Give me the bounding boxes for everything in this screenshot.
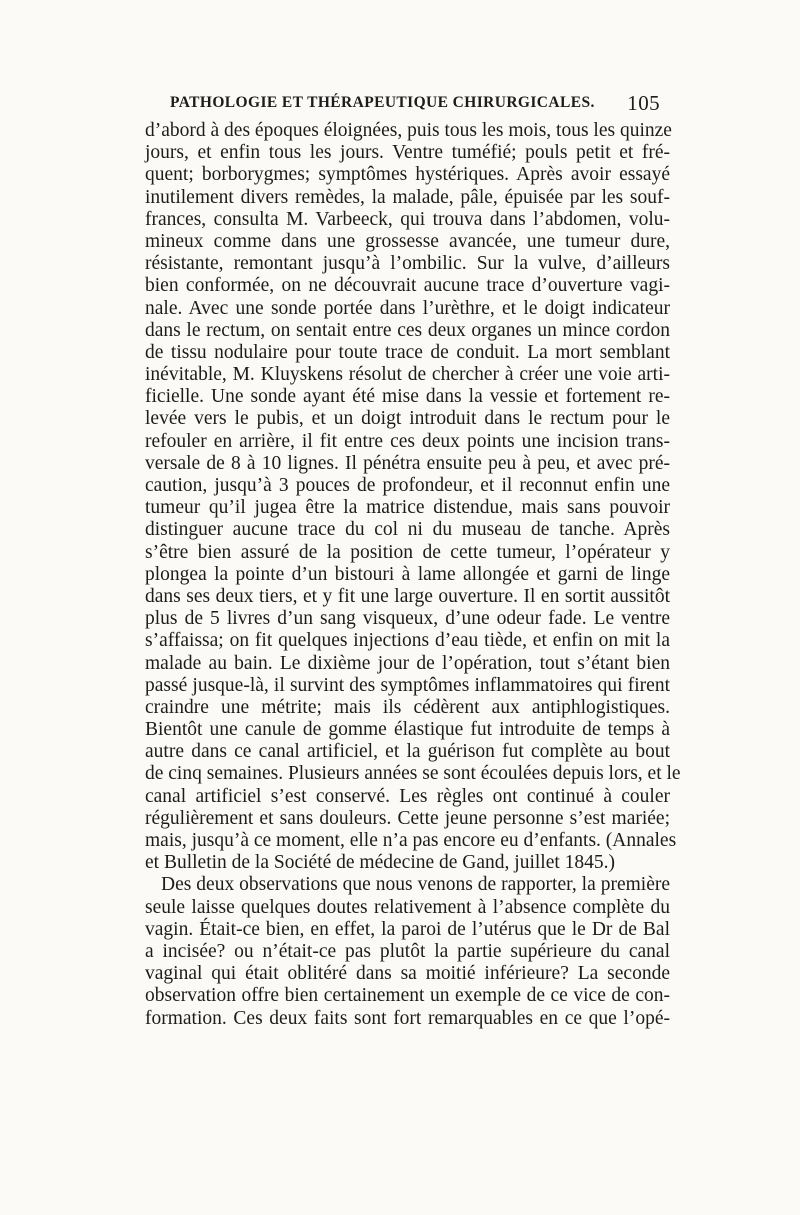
text-line: dans ses deux tiers, et y fit une large ouverture. Il en sortit aussitôt xyxy=(145,585,670,607)
text-line: a incisée? ou n’était-ce pas plutôt la partie supérieure du canal xyxy=(145,940,670,962)
text-line: observation offre bien certainement un exemple de ce vice de con- xyxy=(145,985,670,1007)
text-line: levée vers le pubis, et un doigt introduit dans le rectum pour le xyxy=(145,408,670,430)
page-number: 105 xyxy=(627,91,660,115)
text-line: vaginal qui était oblitéré dans sa moitié inférieure? La seconde xyxy=(145,963,670,985)
running-header xyxy=(170,91,660,115)
text-line: seule laisse quelques doutes relativement à l’absence complète du xyxy=(145,896,670,918)
text-line: tumeur qu’il jugea être la matrice distendue, mais sans pouvoir xyxy=(145,497,670,519)
text-line: inévitable, M. Kluyskens résolut de chercher à créer une voie arti- xyxy=(145,364,670,386)
text-line: distinguer aucune trace du col ni du museau de tanche. Après xyxy=(145,519,670,541)
text-line: vagin. Était-ce bien, en effet, la paroi de l’utérus que le Dr de Bal xyxy=(145,918,670,940)
text-line: craindre une métrite; mais ils cédèrent aux antiphlogistiques. xyxy=(145,696,670,718)
running-title: PATHOLOGIE ET THÉRAPEUTIQUE CHIRURGICALES. xyxy=(170,94,595,111)
text-line: malade au bain. Le dixième jour de l’opération, tout s’étant bien xyxy=(145,652,670,674)
text-line: quent; borborygmes; symptômes hystériques. Après avoir essayé xyxy=(145,164,670,186)
text-line: autre dans ce canal artificiel, et la guérison fut complète au bout xyxy=(145,741,670,763)
text-line: passé jusque-là, il survint des symptômes inflammatoires qui firent xyxy=(145,674,670,696)
text-line: régulièrement et sans douleurs. Cette jeune personne s’est mariée; xyxy=(145,807,670,829)
text-line: ficielle. Une sonde ayant été mise dans la vessie et fortement re- xyxy=(145,386,670,408)
text-line: d’abord à des époques éloignées, puis tous les mois, tous les quinze xyxy=(145,120,672,141)
text-line: mineux comme dans une grossesse avancée, une tumeur dure, xyxy=(145,230,670,252)
text-line: dans le rectum, on sentait entre ces deux organes un mince cordon xyxy=(145,319,670,341)
body-text xyxy=(145,120,681,1030)
text-line: résistante, remontant jusqu’à l’ombilic. Sur la vulve, d’ailleurs xyxy=(145,253,670,275)
text-line: s’affaissa; on fit quelques injections d’eau tiède, et enfin on mit la xyxy=(145,630,670,652)
text-line: canal artificiel s’est conservé. Les règles ont continué à couler xyxy=(145,785,670,807)
text-line: jours, et enfin tous les jours. Ventre tuméfié; pouls petit et fré- xyxy=(145,142,670,164)
text-line: plus de 5 livres d’un sang visqueux, d’une odeur fade. Le ventre xyxy=(145,608,670,630)
text-line: formation. Ces deux faits sont fort remarquables en ce que l’opé- xyxy=(145,1007,670,1029)
text-line: de cinq semaines. Plusieurs années se sont écoulées depuis lors, et le xyxy=(145,763,681,785)
text-line: nale. Avec une sonde portée dans l’urèthre, et le doigt indicateur xyxy=(145,297,670,319)
text-line: s’être bien assuré de la position de cette tumeur, l’opérateur y xyxy=(145,541,670,563)
text-line: bien conformée, on ne découvrait aucune trace d’ouverture vagi- xyxy=(145,275,670,297)
text-line: versale de 8 à 10 lignes. Il pénétra ensuite peu à peu, et avec pré- xyxy=(145,452,670,474)
text-line: Des deux observations que nous venons de rapporter, la première xyxy=(161,874,670,896)
text-line: plongea la pointe d’un bistouri à lame allongée et garni de linge xyxy=(145,563,670,585)
text-line: et Bulletin de la Société de médecine de Gand, juillet 1845.) xyxy=(145,852,616,874)
text-line: de tissu nodulaire pour toute trace de conduit. La mort semblant xyxy=(145,341,670,363)
text-line: refouler en arrière, il fit entre ces deux points une incision trans- xyxy=(145,430,670,452)
text-line: mais, jusqu’à ce moment, elle n’a pas encore eu d’enfants. (Annales xyxy=(145,830,677,851)
text-line: caution, jusqu’à 3 pouces de profondeur, et il reconnut enfin une xyxy=(145,475,670,496)
text-line: Bientôt une canule de gomme élastique fut introduite de temps à xyxy=(145,719,670,741)
text-line: frances, consulta M. Varbeeck, qui trouva dans l’abdomen, volu- xyxy=(145,208,670,230)
text-line: inutilement divers remèdes, la malade, pâle, épuisée par les souf- xyxy=(145,186,670,208)
